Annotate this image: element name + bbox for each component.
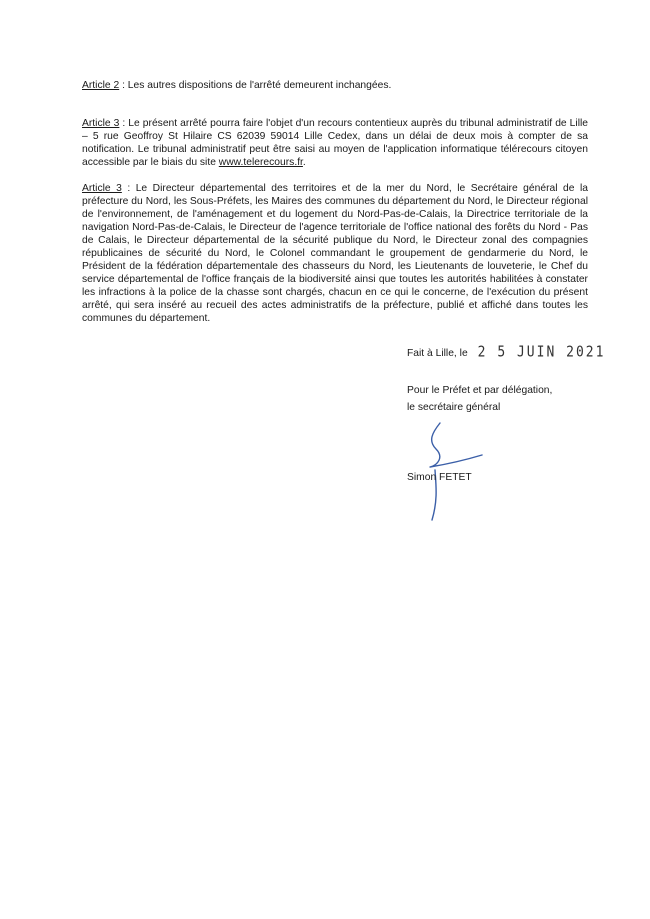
signatory-name: Simon FETET: [407, 472, 472, 483]
article-3-recours-paragraph: [82, 117, 588, 169]
article-3-execution-paragraph: [82, 182, 588, 325]
signatory-title: le secrétaire général: [407, 402, 501, 413]
article-3-recours-text-end: .: [302, 157, 306, 168]
date-stamp: 2 5 JUIN 2021: [477, 343, 606, 362]
handwritten-signature: [402, 415, 492, 525]
article-3-recours-label: Article 3: [82, 118, 120, 129]
article-2-paragraph: [82, 79, 588, 92]
place-date-line: [407, 343, 606, 362]
article-3-execution-label: Article 3: [82, 183, 122, 194]
article-3-recours-text: : Le présent arrêté pourra faire l'objet d'un recours contentieux auprès du tribunal administratif de Lille – 5 rue Geoffroy St Hilaire CS 62039 59014 Lille Cedex, dans un délai de deux mois à compter de sa notification. Le tribunal administratif peut être saisi au moyen de l'application informatique télérecours citoyen accessible par le biais du site: [82, 118, 588, 168]
telerecours-link[interactable]: www.telerecours.fr: [218, 157, 303, 168]
article-3-execution-text: : Le Directeur départemental des territoires et de la mer du Nord, le Secrétaire général de la préfecture du Nord, les Sous-Préfets, les Maires des communes du département du Nord, le Directeur régional de l'environnement, de l'aménagement et du logement du Nord-Pas-de-Calais, la Directrice territoriale de la navigation Nord-Pas-de-Calais, le Directeur de l'agence territoriale de l'office national des forêts du Nord - Pas de Calais, le Directeur départemental de la sécurité publique du Nord, le Directeur zonal des compagnies républicaines de sécurité du Nord, le Colonel commandant le groupement de gendarmerie du Nord, le Président de la fédération départementale des chasseurs du Nord, les Lieutenants de louveterie, le Chef du service départemental de l'office français de la biodiversité ainsi que toutes les autorités habilitées à constater les infractions à la police de la chasse sont chargés, chacun en ce qui le concerne, de l'exécution du présent arrêté, qui sera inséré au recueil des actes administratifs de la préfecture, publié et affiché dans toutes les communes du département.: [82, 183, 588, 324]
article-2-label: Article 2: [82, 80, 120, 91]
delegation-line: Pour le Préfet et par délégation,: [407, 385, 553, 396]
fait-a-lille-text: Fait à Lille, le: [407, 348, 468, 359]
article-2-text: : Les autres dispositions de l'arrêté demeurent inchangées.: [119, 80, 392, 91]
